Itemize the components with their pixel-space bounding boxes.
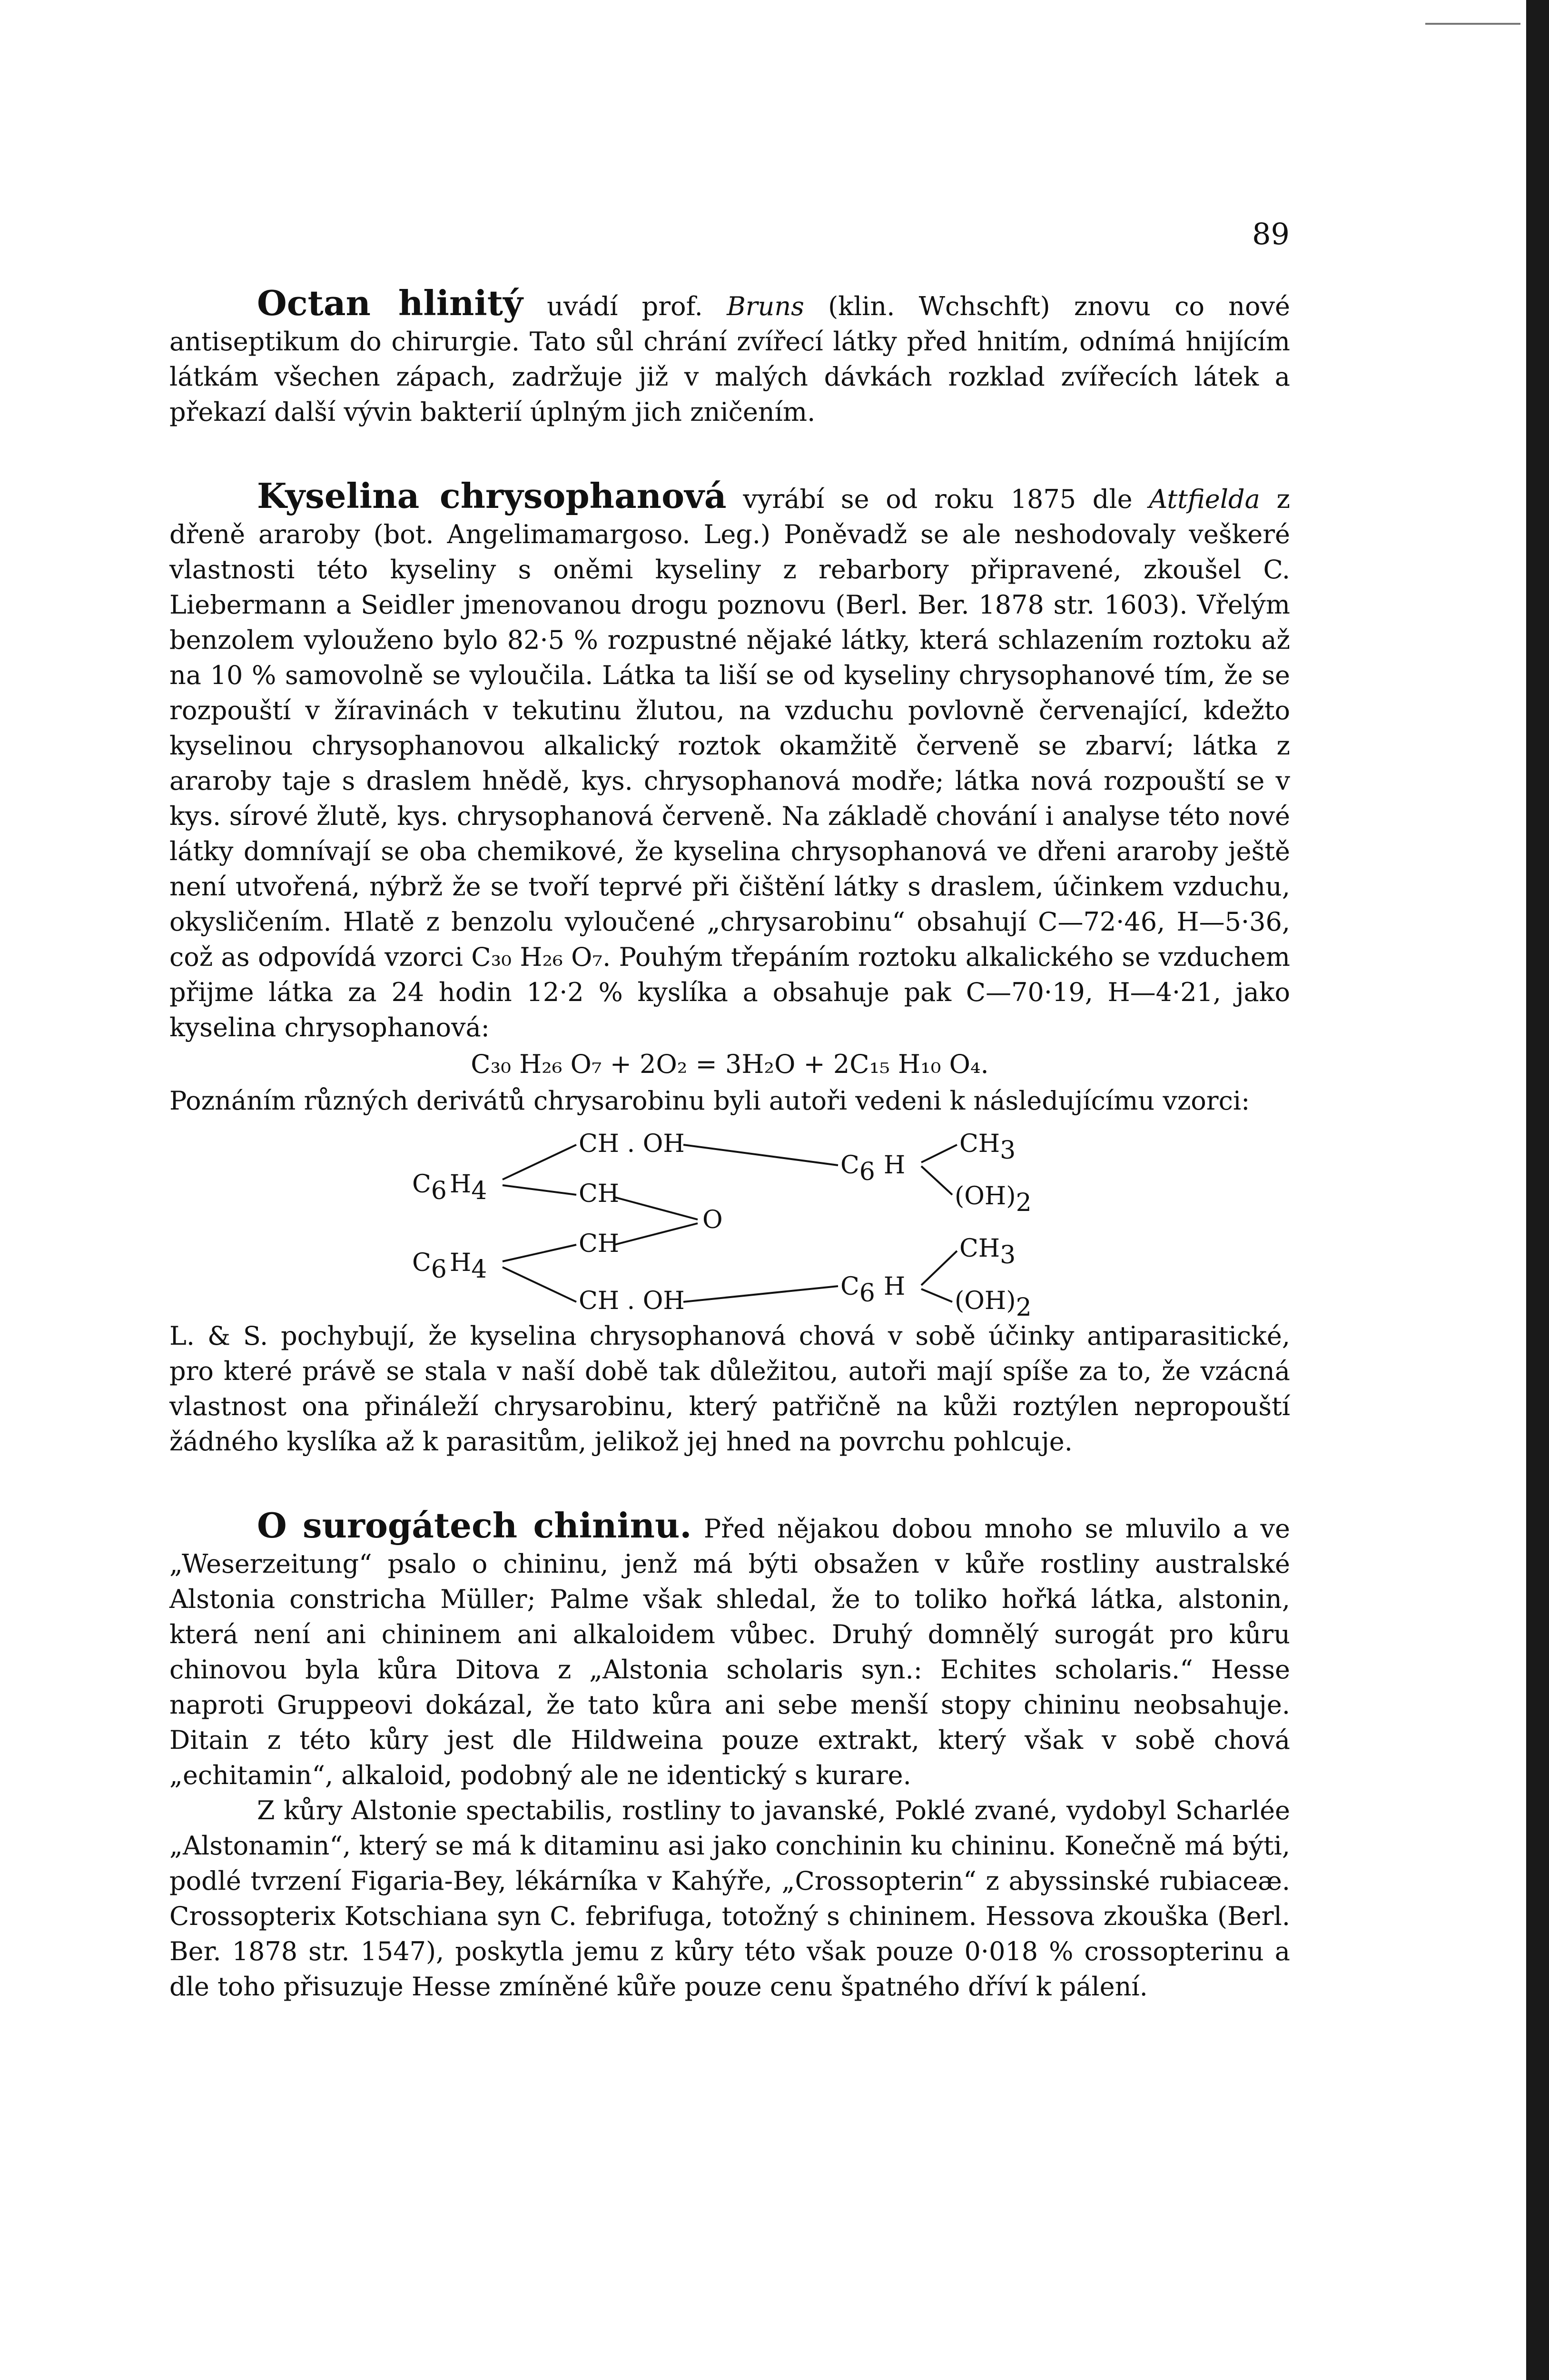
formula-c6h-top: C6 H (840, 1151, 906, 1186)
bond-line (614, 1223, 698, 1245)
section-kyselina-chrysophanova (169, 478, 1290, 1459)
paragraph-text: (klin. Wchschft) znovu co nové antiseptikum do chirurgie. Tato sůl chrání zvířecí látky před hnitím, odnímá hnijícím látkám všechen zápach, zadržuje již v malých dávkách rozklad zvířecích látek a překazí další vývin bakterií úplným jich zničením. (169, 291, 1290, 427)
section-surogaty-chininu (169, 1505, 1290, 2004)
section-heading: Kyselina chrysophanová (257, 476, 727, 516)
paragraph-text: vyrábí se od roku 1875 dle (726, 484, 1149, 514)
bond-line (921, 1166, 952, 1195)
section-heading: Octan hlinitý (257, 283, 523, 323)
chemical-equation: C₃₀ H₂₆ O₇ + 2O₂ = 3H₂O + 2C₁₅ H₁₀ O₄. (471, 1049, 989, 1079)
formula-ch-mid-top: CH (579, 1180, 620, 1208)
paragraph-text: Před nějakou dobou mnoho se mluvilo a ve „Weserzeitung“ psalo o chininu, jenž má býti obsažen v kůře rostliny australské Alstonia constricha Müller; Palme však shledal, že to toliko hořká látka, alstonin, která není ani chininem ani alkaloidem vůbec. Druhý domnělý surogát pro kůru chinovou byla kůra Ditova z „Alstonia scholaris syn.: Echites scholaris.“ Hesse naproti Gruppeovi dokázal, že tato kůra ani sebe menší stopy chininu neobsahuje. Ditain z této kůry jest dle Hildweina pouze extrakt, který však v sobě chová „echitamin“, alkaloid, podobný ale ne identický s kurare. (169, 1514, 1290, 1790)
formula-ch-mid-bottom: CH (579, 1230, 620, 1258)
page-number: 89 (1252, 217, 1290, 251)
author-name: Attfielda (1149, 484, 1260, 514)
bond-line (921, 1251, 957, 1285)
structural-formula-svg (169, 1119, 1290, 1319)
section-octan-hlinity (169, 283, 1290, 430)
formula-ch3-bottom: CH3 (959, 1234, 1016, 1269)
page-body (169, 283, 1290, 2004)
paragraph: Z kůry Alstonie spectabilis, rostliny to javanské, Poklé zvané, vydobyl Scharlée „Alstonamin“, který se má k ditaminu asi jako conchinin ku chininu. Konečně má býti, podlé tvrzení Figaria-Bey, lékárníka v Kahýře, „Crossopterin“ z abyssinské rubiaceæ. Crossopterix Kotschiana syn C. febrifuga, totožný s chininem. Hessova zkouška (Berl. Ber. 1878 str. 1547), poskytla jemu z kůry této však pouze 0·018 % crossopterinu a dle toho přisuzuje Hesse zmíněné kůře pouze cenu špatného dříví k pálení. (169, 1795, 1290, 2002)
bond-line (683, 1145, 838, 1165)
author-name: Bruns (727, 291, 804, 321)
formula-ch3-top: CH3 (959, 1130, 1016, 1165)
formula-oh2-top: (OH)2 (955, 1182, 1032, 1217)
bond-line (503, 1145, 576, 1180)
paragraph (169, 283, 1290, 430)
paragraph-text: uvádí prof. (523, 291, 727, 321)
structural-formula-diagram (169, 1119, 1290, 1319)
formula-c6h4-bottom: C6 H4 (412, 1249, 487, 1284)
bond-line (614, 1197, 698, 1220)
formula-ch-oh-top: CH . OH (579, 1130, 685, 1158)
paragraph: L. & S. pochybují, že kyselina chrysophanová chová v sobě účinky antiparasitické, pro které právě se stala v naší době tak důležitou, autoři mají spíše za to, že vzácná vlastnost ona přináleží chrysarobinu, který patřičně na kůži roztýlen nepropouští žádného kyslíka až k parasitům, jelikož jej hned na povrchu pohlcuje. (169, 1321, 1290, 1457)
bond-line (921, 1289, 952, 1302)
bond-line (503, 1185, 576, 1195)
scan-edge-shadow (1526, 0, 1549, 2380)
section-heading: O surogátech chininu. (257, 1505, 692, 1546)
scan-edge-mark (1425, 23, 1520, 25)
formula-oh2-bottom: (OH)2 (955, 1287, 1032, 1319)
bond-line (683, 1286, 838, 1302)
paragraph-text: z dřeně araroby (bot. Angelimamargoso. Leg.) Poněvadž se ale neshodovaly veškeré vlastnosti této kyseliny s oněmi kyseliny z rebarbory připravené, zkoušel C. Liebermann a Seidler jmenovanou drogu poznovu (Berl. Ber. 1878 str. 1603). Vřelým benzolem vylouženo bylo 82·5 % rozpustné nějaké látky, která schlazením roztoku až na 10 % samovolně se vyloučila. Látka ta liší se od kyseliny chrysophanové tím, že se rozpouští v žíravinách v tekutinu žlutou, na vzduchu povlovně červenající, kdežto kyselinou chrysophanovou alkalický roztok okamžitě červeně se zbarví; látka z araroby taje s draslem hnědě, kys. chrysophanová modře; látka nová rozpouští se v kys. sírové žlutě, kys. chrysophanová červeně. Na základě chování i analyse této nové látky domnívají se oba chemikové, že kyselina chrysophanová ve dřeni araroby ještě není utvořená, nýbrž že se tvoří teprvé při čištění látky s draslem, účinkem vzduchu, okysličením. Hlatě z benzolu vyloučené „chrysarobinu“ obsahují C—72·46, H—5·36, což as odpovídá vzorci C₃₀ H₂₆ O₇. Pouhým třepáním roztoku alkalického se vzduchem přijme látka za 24 hodin 12·2 % kyslíka a obsahuje pak C—70·19, H—4·21, jako kyselina chrysophanová: (169, 484, 1290, 1042)
formula-o-bridge: O (702, 1206, 723, 1234)
formula-ch-oh-bottom: CH . OH (579, 1287, 685, 1315)
paragraph: Poznáním různých derivátů chrysarobinu byli autoři vedeni k následujícímu vzorci: (169, 1086, 1250, 1116)
formula-c6h-bottom: C6 H (840, 1272, 906, 1308)
bond-line (921, 1145, 957, 1162)
bond-line (503, 1245, 576, 1261)
formula-c6h4-top: C6 H4 (412, 1170, 487, 1205)
paragraph (169, 478, 1290, 1045)
paragraph (169, 1505, 1290, 1793)
bond-line (503, 1267, 576, 1302)
